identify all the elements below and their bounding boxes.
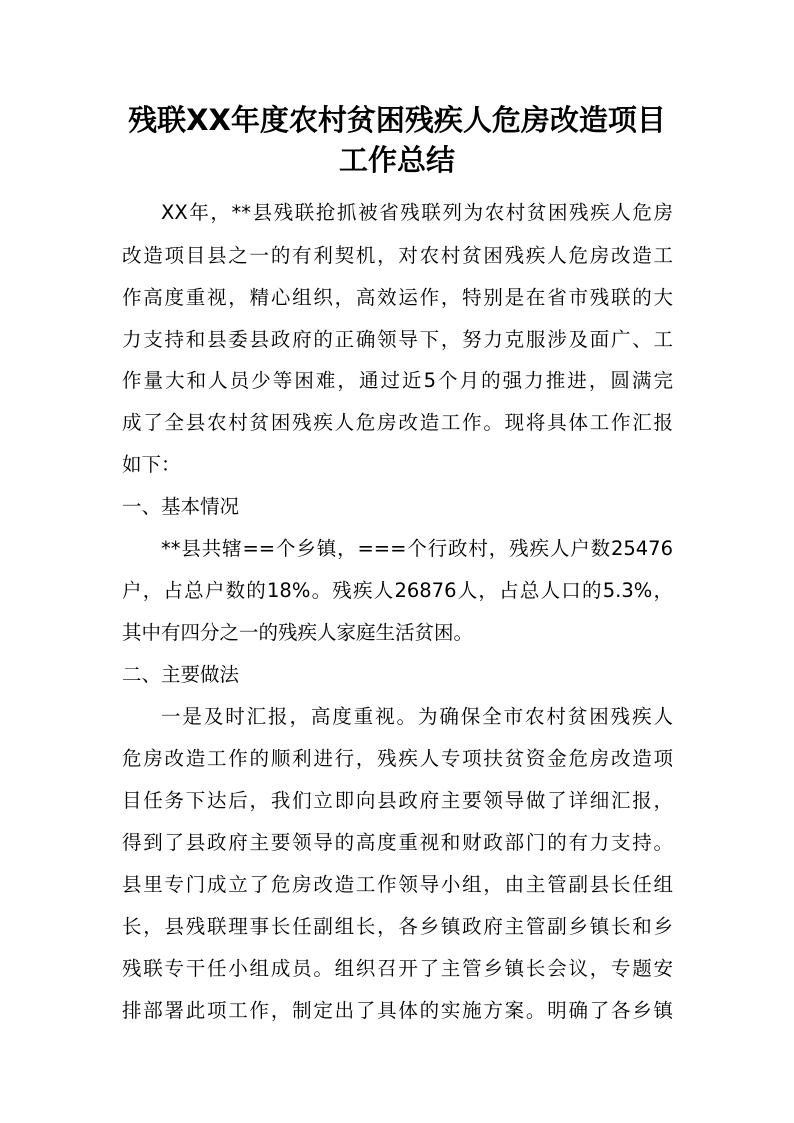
- section2-line-2: 危房改造工作的顺利进行，残疾人专项扶贫资金危房改造项: [122, 747, 673, 770]
- section1-line-2: 户，占总户数的18%。残疾人26876人，占总人口的5.3%，: [122, 579, 673, 602]
- section2-line-8: 排部署此项工作，制定出了具体的实施方案。明确了各乡镇: [122, 999, 673, 1022]
- section2-line-5: 县里专门成立了危房改造工作领导小组，由主管副县长任组: [122, 873, 673, 896]
- intro-line-4: 力支持和县委县政府的正确领导下，努力克服涉及面广、工: [122, 328, 673, 351]
- intro-line-6: 成了全县农村贫困残疾人危房改造工作。现将具体工作汇报: [122, 411, 673, 434]
- document-title-line-1: 残联XX年度农村贫困残疾人危房改造项目: [128, 103, 666, 137]
- intro-line-7: 如下：: [122, 453, 181, 476]
- section-heading-basic-situation: 一、基本情况: [122, 495, 240, 518]
- intro-line-1: XX年，**县残联抢抓被省残联列为农村贫困残疾人危房: [161, 201, 673, 224]
- intro-line-2: 改造项目县之一的有利契机，对农村贫困残疾人危房改造工: [122, 244, 673, 267]
- section2-line-7: 残联专干任小组成员。组织召开了主管乡镇长会议，专题安: [122, 957, 673, 980]
- section2-line-4: 得到了县政府主要领导的高度重视和财政部门的有力支持。: [122, 831, 673, 854]
- section2-line-3: 目任务下达后，我们立即向县政府主要领导做了详细汇报，: [122, 789, 673, 812]
- section2-line-1: 一是及时汇报，高度重视。为确保全市农村贫困残疾人: [161, 705, 673, 728]
- section1-line-3: 其中有四分之一的残疾人家庭生活贫困。: [122, 621, 474, 644]
- section2-line-6: 长，县残联理事长任副组长，各乡镇政府主管副乡镇长和乡: [122, 915, 673, 938]
- document-title-line-2: 工作总结: [338, 143, 455, 177]
- section1-line-1: **县共辖==个乡镇，===个行政村，残疾人户数25476: [161, 537, 673, 560]
- section-heading-main-practices: 二、主要做法: [122, 663, 240, 686]
- intro-line-5: 作量大和人员少等困难，通过近5个月的强力推进，圆满完: [122, 369, 673, 392]
- intro-line-3: 作高度重视，精心组织，高效运作，特别是在省市残联的大: [122, 286, 673, 309]
